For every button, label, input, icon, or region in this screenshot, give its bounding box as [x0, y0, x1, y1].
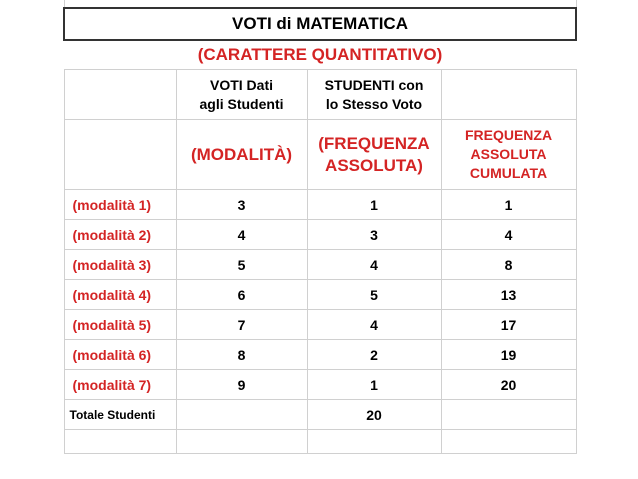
cell-voto: 4 [176, 220, 307, 250]
row-label: (modalità 3) [64, 250, 176, 280]
cell-cumulata: 20 [441, 370, 576, 400]
row-label: (modalità 4) [64, 280, 176, 310]
cell-frequenza: 1 [307, 370, 441, 400]
header-frequenza-cumulata: FREQUENZA ASSOLUTA CUMULATA [441, 120, 576, 190]
table-row [64, 310, 576, 340]
cell-frequenza: 1 [307, 190, 441, 220]
cell-voto: 9 [176, 370, 307, 400]
spreadsheet-sheet [63, 0, 575, 479]
cell-cumulata: 4 [441, 220, 576, 250]
empty-row [64, 430, 576, 454]
table-row [64, 370, 576, 400]
cell-frequenza: 4 [307, 310, 441, 340]
header-row-2 [64, 120, 576, 190]
header-voti: VOTI Dati agli Studenti [176, 70, 307, 120]
row-label: (modalità 2) [64, 220, 176, 250]
cell-frequenza: 5 [307, 280, 441, 310]
title-row [64, 8, 576, 40]
row-label: (modalità 7) [64, 370, 176, 400]
cell-voto: 3 [176, 190, 307, 220]
header-studenti: STUDENTI con lo Stesso Voto [307, 70, 441, 120]
table-row [64, 280, 576, 310]
cell-voto: 8 [176, 340, 307, 370]
header-modalita: (MODALITÀ) [176, 120, 307, 190]
cell-voto: 5 [176, 250, 307, 280]
row-label: (modalità 5) [64, 310, 176, 340]
grade-frequency-table [63, 0, 577, 454]
row-label: (modalità 1) [64, 190, 176, 220]
subtitle-row [64, 40, 576, 70]
table-title: VOTI di MATEMATICA [64, 8, 576, 40]
cell-voto: 7 [176, 310, 307, 340]
table-row [64, 250, 576, 280]
total-row [64, 400, 576, 430]
table-row [64, 220, 576, 250]
cell-voto: 6 [176, 280, 307, 310]
row-label: (modalità 6) [64, 340, 176, 370]
table-subtitle: (CARATTERE QUANTITATIVO) [64, 40, 576, 70]
header-frequenza-assoluta: (FREQUENZA ASSOLUTA) [307, 120, 441, 190]
total-value: 20 [307, 400, 441, 430]
cell-cumulata: 17 [441, 310, 576, 340]
cell-cumulata: 19 [441, 340, 576, 370]
cell-frequenza: 2 [307, 340, 441, 370]
cell-cumulata: 13 [441, 280, 576, 310]
cell-frequenza: 3 [307, 220, 441, 250]
cell-cumulata: 1 [441, 190, 576, 220]
cell-cumulata: 8 [441, 250, 576, 280]
table-row [64, 340, 576, 370]
spacer-row [64, 0, 576, 8]
table-row [64, 190, 576, 220]
cell-frequenza: 4 [307, 250, 441, 280]
header-row-1 [64, 70, 576, 120]
total-label: Totale Studenti [64, 400, 176, 430]
